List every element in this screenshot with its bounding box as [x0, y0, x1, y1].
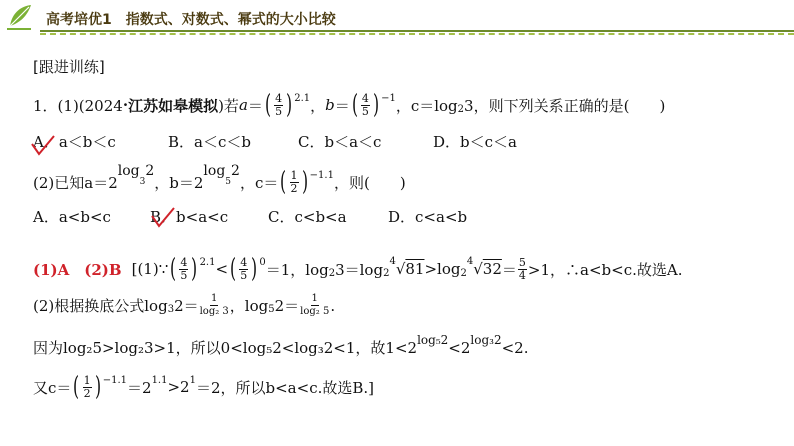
q1-source: 江苏如皋模拟: [128, 96, 219, 115]
q2-option-b[interactable]: B．b<a<c: [150, 208, 229, 226]
answer-line: (1)A (2)B [(1)∵ ( $\frac{4}{5}$ ) 2.1 < ( $\frac{4}{5}$ ) 0 ＝1，log 2 3＝log 2 4 √ 81 >log 2 4 √ 32 ＝ $\frac{5}{4}$ >1，∴a<b<c.故选A.: [33, 254, 683, 284]
q2-tail: ，则( ): [333, 173, 406, 192]
q2-options: [33, 206, 498, 227]
q1-option-b[interactable]: B．a＜c＜b: [168, 133, 251, 151]
q2-stem: (2)已知a＝2 log 3 2 ，b＝2 log 5 2 ，c＝ ( $\frac{1}{2}$ ) −1.1 ，则( ): [33, 163, 406, 197]
solution2-line2: 因为log₂5>log₂3>1，所以0<log₅2<log₃2<1，故1<2 log₅2 <2 log₃2 <2.: [33, 333, 529, 357]
q2-c-pre: ，c＝: [239, 173, 279, 192]
q1-b-exponent: −1: [381, 93, 396, 104]
q1-c-arg: 3，则下列关系正确的是( ): [464, 96, 666, 115]
q1-a-exponent: 2.1: [294, 93, 311, 104]
slide-header: [0, 0, 794, 34]
leaf-logo-icon: [4, 2, 34, 32]
q1-stem: 1．(1)(2024 · 江苏如皋模拟 )若 a ＝ ( $\frac{4}{5}$ ) 2.1 ， b ＝ ( $\frac{4}{5}$ ) −1 ，c＝log 2 3，则下列关系正确的是( ): [33, 90, 666, 120]
header-divider: [40, 30, 794, 32]
section-label: [跟进训练]: [33, 58, 105, 76]
q1-after-source: )若: [218, 96, 239, 115]
q2-option-a[interactable]: A．a<b<c: [33, 208, 111, 226]
answer-labels: (1)A (2)B: [33, 260, 122, 279]
checkmark-icon: [30, 134, 56, 158]
q2-b-pre: ，b＝2: [154, 173, 204, 192]
q2-c-exponent: −1.1: [309, 170, 334, 181]
q1-a-fraction: $\frac{4}{5}$: [275, 91, 283, 118]
q2-prefix: (2)已知a＝2: [33, 173, 118, 192]
q1-c-base: 2: [457, 103, 465, 115]
q1-dot: ·: [122, 96, 129, 114]
q1-option-d[interactable]: D．b＜c＜a: [433, 133, 517, 151]
q1-options: [33, 131, 553, 152]
solution2-line1: (2)根据换底公式log 3 2＝ $\frac{1}{\text{log₂ 3}}$ ，log 5 2＝ $\frac{1}{\text{log₂ 5}}$ .: [33, 293, 336, 317]
q1-c-pre: ，c＝log: [395, 96, 458, 115]
q1-prefix: 1．(1)(2024: [33, 96, 123, 115]
q2-option-d[interactable]: D．c<a<b: [388, 208, 468, 226]
header-title: 高考培优1 指数式、对数式、幂式的大小比较: [46, 12, 336, 28]
checkmark-icon: [150, 206, 176, 230]
q1-b-fraction: $\frac{4}{5}$: [361, 91, 369, 118]
header-divider-dashed: [40, 33, 794, 35]
solution2-line3: 又c＝ ( $\frac{1}{2}$ ) −1.1 ＝2 1.1 >2 1 ＝2，所以b<a<c.故选B.]: [33, 372, 375, 402]
q1-option-c[interactable]: C．b＜a＜c: [298, 133, 382, 151]
q1-option-a[interactable]: A．a＜b＜c: [33, 133, 116, 151]
q2-c-fraction: $\frac{1}{2}$: [290, 168, 298, 195]
q2-option-c[interactable]: C．c<b<a: [268, 208, 347, 226]
